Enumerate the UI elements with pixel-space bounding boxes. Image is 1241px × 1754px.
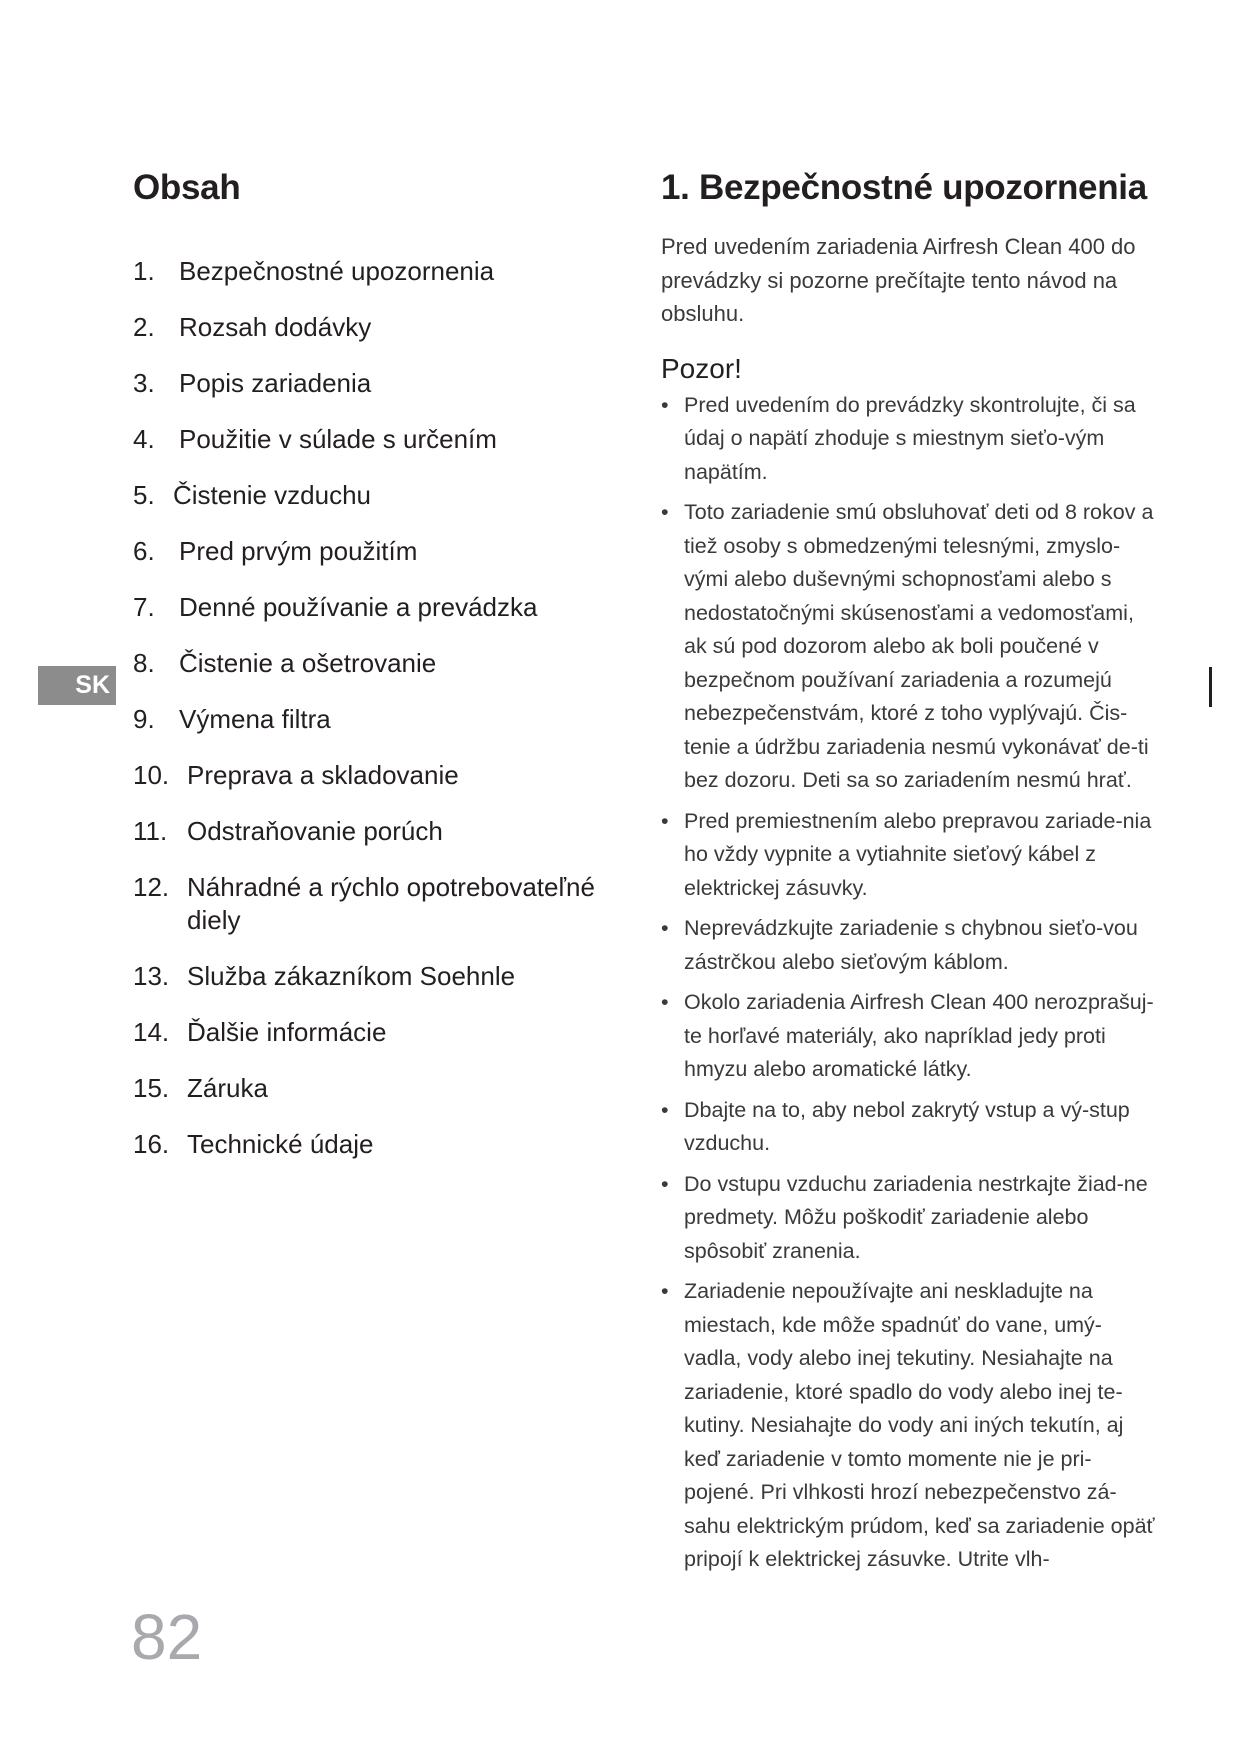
list-item-text: • Zariadenie nepoužívajte ani neskladujte na miestach, kde môže spadnúť do vane, umý-vadla, vody alebo inej tekutiny. Nesiahajte na zariadenie, ktoré spadlo do vody alebo inej te-kutiny. Nesiahajte do vody ani iných tekutín, aj keď zariadenie v tomto momente nie je pri-pojené. Pri vlhkosti hrozí nebezpečenstvo zá-sahu elektrickým prúdom, keď sa zariadenie opäť pripojí k elektrickej zásuvke. Utrite vlh-: [684, 1279, 1155, 1571]
language-tab: SK: [38, 666, 116, 705]
toc-item-number: 11.: [133, 816, 168, 846]
toc-item: [133, 479, 623, 535]
warning-list: [661, 389, 1156, 1577]
toc-item-number: 7.: [133, 592, 155, 622]
toc-item-number: 1.: [133, 256, 155, 286]
safety-section: [661, 168, 1156, 1584]
toc-item-number: 6.: [133, 536, 155, 566]
margin-marker: [1209, 667, 1212, 707]
toc-item: [133, 1128, 623, 1184]
list-item-text: • Pred premiestnením alebo prepravou zariade-nia ho vždy vypnite a vytiahnite sieťový kábel z elektrickej zásuvky.: [684, 808, 1152, 900]
list-item-text: • Pred uvedením do prevádzky skontrolujte, či sa údaj o napätí zhoduje s miestnym sieťo-vým napätím.: [684, 392, 1136, 484]
toc-item-label: Náhradné a rýchlo opotrebovateľné diely: [187, 872, 595, 935]
intro-paragraph: Pred uvedením zariadenia Airfresh Clean 400 do prevádzky si pozorne prečítajte tento návod na obsluhu.: [661, 234, 1136, 326]
toc-item-label: Rozsah dodávky: [179, 312, 372, 342]
toc-item-number: 2.: [133, 312, 155, 342]
toc-item-label: Pred prvým použitím: [179, 536, 418, 566]
toc-item: [133, 759, 623, 815]
toc-item-label: Denné používanie a prevádzka: [179, 592, 538, 622]
toc-item-label: Technické údaje: [187, 1129, 374, 1159]
list-item: [661, 805, 1156, 906]
list-item: [661, 1275, 1156, 1577]
toc-item: [133, 311, 623, 367]
list-item: [661, 496, 1156, 798]
toc-item-number: 4.: [133, 424, 155, 454]
toc-item-label: Výmena filtra: [179, 704, 331, 734]
toc-item: [133, 423, 623, 479]
section-title: 1. Bezpečnostné upozornenia: [661, 168, 1147, 207]
toc-item-number: 14.: [133, 1017, 170, 1047]
toc-item-label: Popis zariadenia: [179, 368, 372, 398]
list-item: [661, 1094, 1156, 1161]
toc-item-label: Preprava a skladovanie: [187, 760, 459, 790]
toc-item-number: 15.: [133, 1073, 170, 1103]
toc-item-number: 16.: [133, 1129, 170, 1159]
toc-item-number: 3.: [133, 368, 155, 398]
toc-item: [133, 960, 623, 1016]
toc-item: [133, 535, 623, 591]
list-item-text: • Okolo zariadenia Airfresh Clean 400 nerozprašuj-te horľavé materiály, ako napríklad jedy proti hmyzu alebo aromatické látky.: [684, 990, 1154, 1081]
toc-item: [133, 647, 623, 703]
toc-item: [133, 871, 623, 960]
toc-item: [133, 255, 623, 311]
toc-item-label: Čistenie vzduchu: [173, 480, 371, 510]
table-of-contents: [133, 255, 623, 1184]
list-item: [661, 912, 1156, 979]
toc-item-label: Bezpečnostné upozornenia: [179, 256, 495, 286]
toc-item-number: 8.: [133, 648, 155, 678]
page-number: 82: [131, 1601, 203, 1673]
list-item: [661, 1168, 1156, 1269]
toc-item-label: Ďalšie informácie: [187, 1017, 387, 1047]
toc-item: [133, 1016, 623, 1072]
toc-item: [133, 815, 623, 871]
list-item-text: • Dbajte na to, aby nebol zakrytý vstup a vý-stup vzduchu.: [684, 1097, 1130, 1155]
toc-item-number: 13.: [133, 961, 170, 991]
toc-item: [133, 1072, 623, 1128]
toc-item: [133, 367, 623, 423]
list-item: [661, 389, 1156, 490]
toc-item: [133, 703, 623, 759]
toc-item: [133, 591, 623, 647]
toc-item-number: 5.: [133, 480, 155, 510]
list-item-text: • Neprevádzkujte zariadenie s chybnou sieťo-vou zástrčkou alebo sieťovým káblom.: [684, 916, 1138, 974]
toc-item-number: 10.: [133, 760, 170, 790]
list-item: [661, 986, 1156, 1087]
toc-item-label: Služba zákazníkom Soehnle: [187, 961, 516, 991]
list-item-text: • Toto zariadenie smú obsluhovať deti od 8 rokov a tiež osoby s obmedzenými telesnými, zmyslo-vými alebo duševnými schopnosťami alebo s nedostatočnými skúsenosťami a vedomosťami, ak sú pod dozorom alebo ak boli poučené v bezpečnom používaní zariadenia a rozumejú nebezpečenstvám, ktoré z toho vyplývajú. Čis-tenie a údržbu zariadenia nesmú vykonávať de-ti bez dozoru. Deti sa so zariadením nesmú hrať.: [684, 500, 1154, 792]
warning-heading: Pozor!: [661, 352, 742, 384]
list-item-text: • Do vstupu vzduchu zariadenia nestrkajte žiad-ne predmety. Môžu poškodiť zariadenie alebo spôsobiť zranenia.: [684, 1171, 1148, 1263]
toc-item-label: Odstraňovanie porúch: [187, 816, 443, 846]
toc-item-number: 12.: [133, 872, 170, 902]
toc-item-label: Použitie v súlade s určením: [179, 424, 497, 454]
toc-item-label: Čistenie a ošetrovanie: [179, 648, 437, 678]
toc-item-number: 9.: [133, 704, 155, 734]
toc-item-label: Záruka: [187, 1073, 268, 1103]
toc-title: Obsah: [133, 168, 241, 207]
